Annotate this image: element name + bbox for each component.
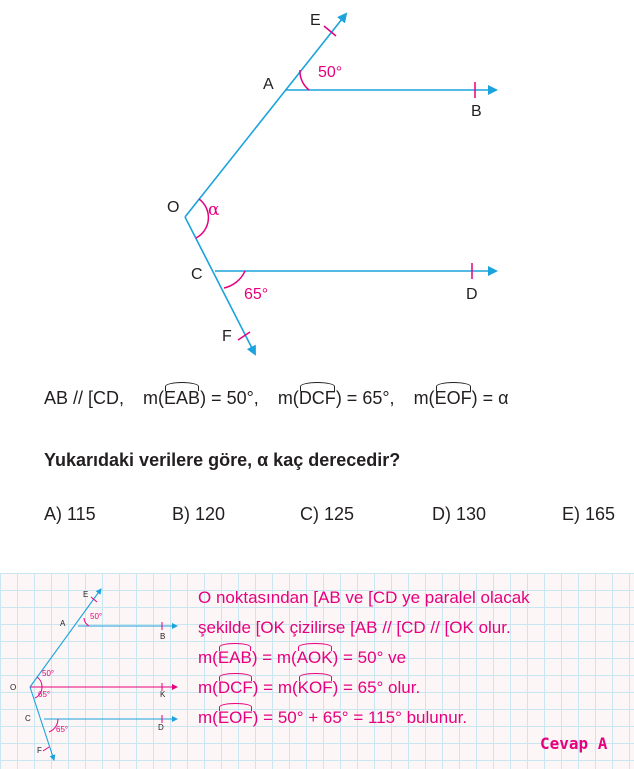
sol3-mid: ) = m( bbox=[251, 648, 297, 667]
sol3-pre: m( bbox=[198, 648, 218, 667]
solution-line-2: şekilde [OK çizilirse [AB // [CD // [OK olur. bbox=[198, 618, 511, 637]
mini-f: F bbox=[37, 746, 42, 755]
mini-a: A bbox=[60, 619, 66, 628]
sol3-post: ) = 50° ve bbox=[332, 648, 407, 667]
point-f-label: F bbox=[222, 328, 232, 345]
option-d[interactable]: D) 130 bbox=[432, 504, 487, 524]
angle-65-label: 65° bbox=[244, 286, 269, 303]
solution-mini-figure bbox=[0, 573, 200, 769]
point-a-label: A bbox=[263, 76, 274, 93]
main-figure bbox=[0, 0, 634, 370]
arc-50 bbox=[300, 70, 309, 90]
given-parallel: AB // [CD, bbox=[44, 388, 125, 408]
given-angle-dcf: DCF bbox=[298, 388, 336, 408]
point-e-label: E bbox=[310, 12, 321, 29]
given-statement bbox=[44, 388, 509, 409]
given-m2-post: ) = 65°, bbox=[335, 388, 395, 408]
point-b-label: B bbox=[471, 103, 482, 120]
given-angle-eab: EAB bbox=[164, 388, 201, 408]
mini-a50-top: 50° bbox=[90, 612, 103, 621]
mini-d: D bbox=[158, 723, 164, 732]
point-o-label: O bbox=[167, 199, 180, 216]
arc-65 bbox=[224, 271, 245, 288]
mini-c: C bbox=[25, 714, 31, 723]
sol3-angle-eab: EAB bbox=[217, 648, 252, 667]
given-angle-eof: EOF bbox=[434, 388, 472, 408]
point-d-label: D bbox=[466, 286, 478, 303]
point-c-label: C bbox=[191, 266, 203, 283]
sol4-angle-kof: KOF bbox=[297, 678, 333, 697]
mini-b: B bbox=[160, 632, 166, 641]
answer-label: Cevap A bbox=[540, 734, 608, 753]
mini-k: K bbox=[160, 690, 166, 699]
solution-line-4 bbox=[198, 678, 420, 698]
sol4-angle-dcf: DCF bbox=[217, 678, 253, 697]
arc-alpha bbox=[196, 199, 208, 238]
mini-o: O bbox=[10, 683, 17, 692]
angle-alpha-label: α bbox=[208, 200, 220, 220]
given-m3-post: ) = α bbox=[471, 388, 509, 408]
mini-a50-mid: 50° bbox=[42, 669, 55, 678]
question-text: Yukarıdaki verilere göre, α kaç derecedir? bbox=[44, 450, 401, 470]
given-m2-pre: m( bbox=[277, 388, 299, 408]
option-b[interactable]: B) 120 bbox=[172, 504, 226, 524]
option-c[interactable]: C) 125 bbox=[300, 504, 355, 524]
sol4-mid: ) = m( bbox=[252, 678, 298, 697]
mini-a65-bot: 65° bbox=[56, 725, 69, 734]
solution-line-5 bbox=[198, 708, 467, 728]
sol3-angle-aok: AOK bbox=[296, 648, 333, 667]
sol4-post: ) = 65° olur. bbox=[332, 678, 421, 697]
ray-oe bbox=[185, 14, 346, 217]
given-m1-post: ) = 50°, bbox=[200, 388, 259, 408]
solution-line-1: O noktasından [AB ve [CD ye paralel olacak bbox=[198, 588, 530, 607]
mini-e: E bbox=[83, 590, 89, 599]
option-a[interactable]: A) 115 bbox=[44, 504, 96, 524]
given-m1-pre: m( bbox=[143, 388, 165, 408]
sol5-post: ) = 50° + 65° = 115° bulunur. bbox=[252, 708, 468, 727]
sol5-angle-eof: EOF bbox=[217, 708, 253, 727]
angle-50-label: 50° bbox=[318, 64, 343, 81]
sol5-pre: m( bbox=[198, 708, 218, 727]
sol4-pre: m( bbox=[198, 678, 218, 697]
option-e[interactable]: E) 165 bbox=[562, 504, 616, 524]
given-m3-pre: m( bbox=[413, 388, 435, 408]
mini-a65-mid: 65° bbox=[38, 690, 51, 699]
solution-line-3 bbox=[198, 648, 406, 668]
